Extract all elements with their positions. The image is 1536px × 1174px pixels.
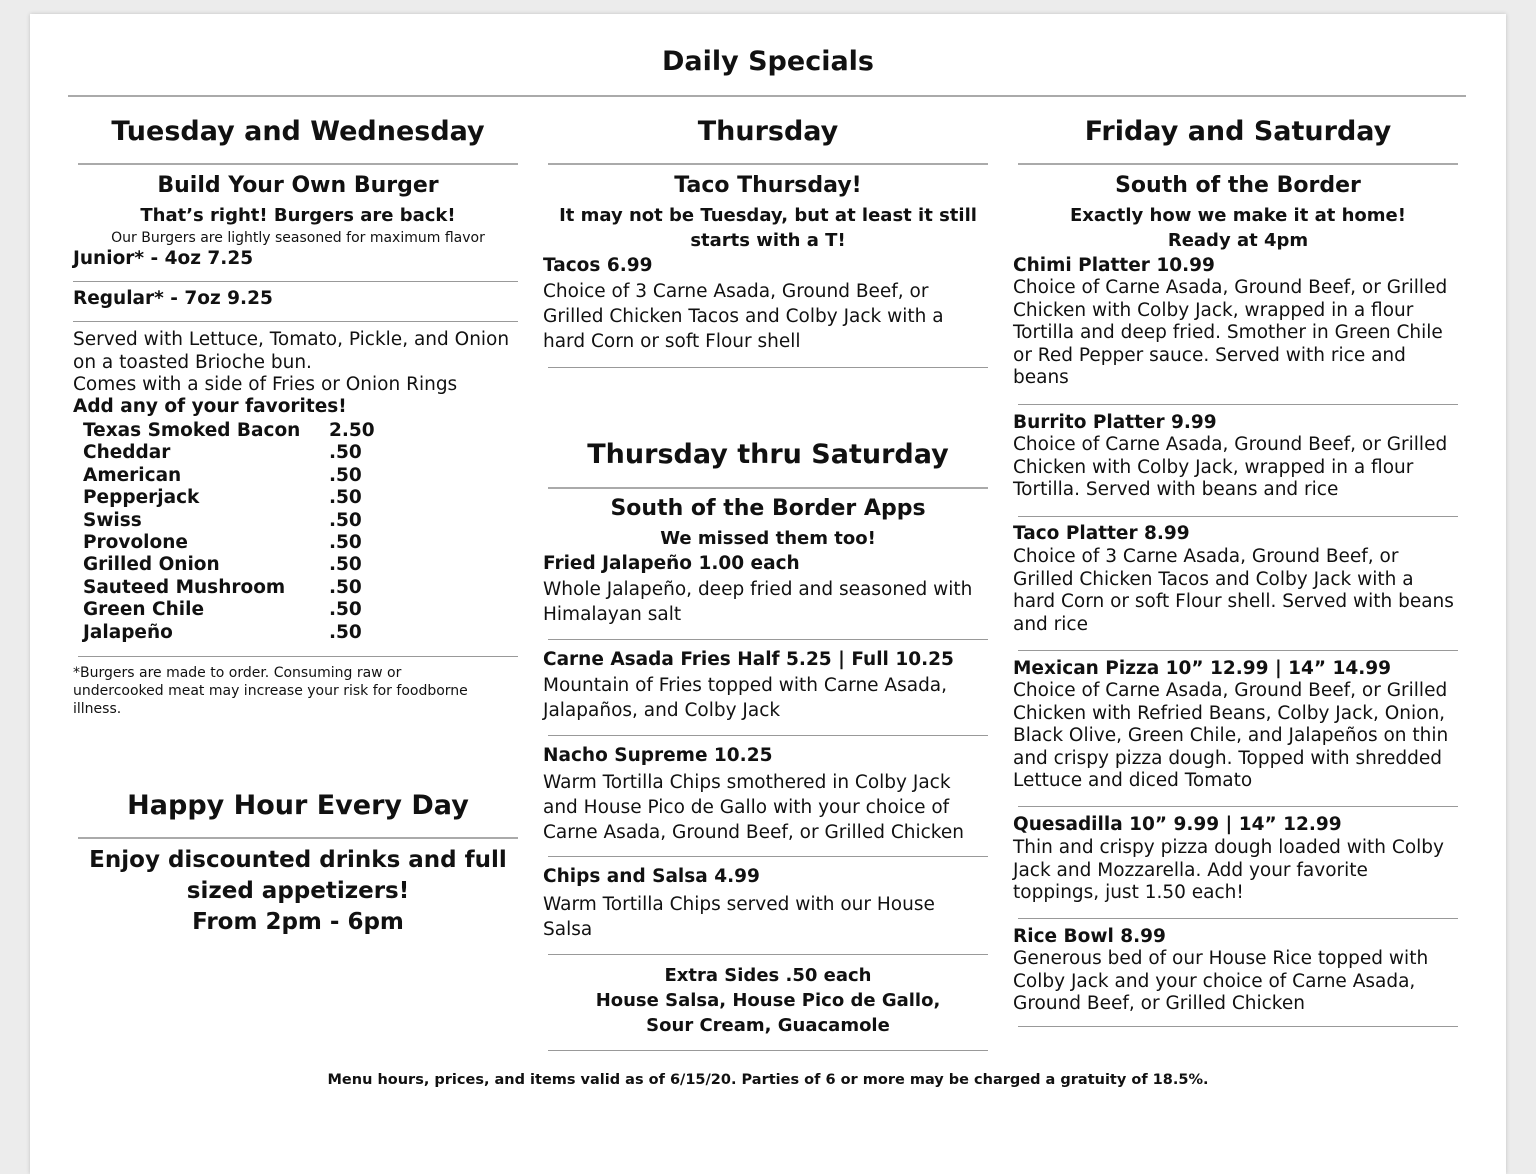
happy-hour-line: sized appetizers! (186, 878, 410, 904)
topping-name: Cheddar (83, 442, 171, 464)
desc-line: and House Pico de Gallo with your choice of (543, 797, 950, 818)
extra-sides-line: House Salsa, House Pico de Gallo, (595, 990, 941, 1011)
topping-name: American (83, 464, 182, 486)
topping-price: .50 (329, 509, 362, 531)
topping-name: Grilled Onion (83, 554, 220, 576)
desc-line: Tortilla and deep fried. Smother in Green Chile (1013, 322, 1443, 343)
tacos-desc (543, 279, 944, 354)
desc-line: hard Corn or soft Flour shell. Served with beans (1013, 591, 1454, 612)
divider (1018, 163, 1458, 165)
divider (548, 487, 988, 489)
topping-price: .50 (329, 464, 362, 486)
platter-item-desc (1013, 680, 1448, 793)
topping-row (83, 510, 483, 532)
desc-line: Jack and Mozzarella. Add your favorite (1013, 859, 1368, 881)
apps-tagline: We missed them too! (660, 528, 876, 549)
column-heading-thu-sat: Thursday thru Saturday (587, 439, 949, 470)
desc-line: Generous bed of our House Rice topped with (1013, 948, 1429, 969)
apps-title: South of the Border Apps (610, 496, 926, 521)
desc-line: Jalapaños, and Colby Jack (543, 700, 781, 721)
platter-item-name: Chimi Platter 10.99 (1013, 255, 1215, 276)
platter-item-name: Quesadilla 10” 9.99 | 14” 12.99 (1013, 814, 1342, 835)
burger-note: Our Burgers are lightly seasoned for maximum flavor (111, 230, 485, 246)
taco-tagline (543, 203, 993, 253)
topping-row (83, 577, 483, 599)
desc-line: Salsa (543, 919, 593, 940)
platter-item-desc (1013, 948, 1428, 1016)
menu-page (30, 14, 1506, 1174)
divider (1018, 516, 1458, 517)
disclaimer-line: illness. (73, 701, 122, 717)
topping-price: .50 (329, 621, 362, 643)
desc-line: Chicken with Colby Jack, wrapped in a flour (1013, 299, 1414, 321)
column-heading-tue-wed: Tuesday and Wednesday (111, 116, 485, 147)
footer-note: Menu hours, prices, and items valid as of 6/15/20. Parties of 6 or more may be charged a gratuity of 18.5%. (327, 1072, 1209, 1088)
desc-line: toppings, just 1.50 each! (1013, 882, 1244, 903)
border-tagline-line: Ready at 4pm (1167, 230, 1309, 251)
topping-price: 2.50 (329, 420, 375, 441)
desc-line: Choice of Carne Asada, Ground Beef, or Grilled (1013, 277, 1448, 298)
desc-line: Chicken with Refried Beans, Colby Jack, Onion, (1013, 702, 1446, 724)
topping-row (83, 599, 483, 621)
burger-disclaimer (73, 664, 468, 718)
divider (548, 1050, 988, 1051)
desc-line: Colby Jack and your choice of Carne Asada, (1013, 970, 1416, 992)
topping-name: Green Chile (83, 599, 204, 621)
topping-price: .50 (329, 554, 362, 576)
platter-item-desc (1013, 837, 1444, 905)
desc-line: Choice of 3 Carne Asada, Ground Beef, or (543, 281, 929, 302)
border-tagline-line: Exactly how we make it at home! (1070, 205, 1406, 226)
burger-served-line: on a toasted Brioche bun. (73, 351, 312, 373)
divider (1018, 1026, 1458, 1027)
column-heading-fri-sat: Friday and Saturday (1084, 116, 1392, 147)
burger-served-text (73, 329, 509, 397)
desc-line: Grilled Chicken Tacos and Colby Jack with a (1013, 568, 1414, 590)
divider (73, 321, 518, 322)
app-item-desc (543, 673, 947, 723)
divider (548, 639, 988, 640)
burger-tagline: That’s right! Burgers are back! (140, 205, 456, 226)
divider (1018, 918, 1458, 919)
platter-item-name: Rice Bowl 8.99 (1013, 926, 1166, 947)
topping-name: Sauteed Mushroom (83, 576, 286, 598)
desc-line: Mountain of Fries topped with Carne Asada, (543, 675, 948, 696)
divider (1018, 404, 1458, 405)
divider (548, 367, 988, 368)
divider (548, 163, 988, 165)
divider (68, 95, 1466, 97)
burger-title: Build Your Own Burger (157, 173, 439, 198)
taco-tagline-line: It may not be Tuesday, but at least it still (559, 205, 977, 226)
desc-line: hard Corn or soft Flour shell (543, 331, 801, 352)
desc-line: Warm Tortilla Chips smothered in Colby Jack (543, 772, 951, 793)
desc-line: Warm Tortilla Chips served with our House (543, 894, 935, 915)
divider (1018, 806, 1458, 807)
divider (78, 837, 518, 839)
divider (548, 856, 988, 857)
column-heading-thursday: Thursday (697, 116, 839, 147)
desc-line: or Red Pepper sauce. Served with rice and (1013, 344, 1406, 366)
desc-line: and rice (1013, 613, 1088, 635)
divider (73, 281, 518, 282)
desc-line: Choice of 3 Carne Asada, Ground Beef, or (1013, 546, 1399, 567)
app-item-name: Fried Jalapeño 1.00 each (543, 553, 800, 574)
topping-price: .50 (329, 599, 362, 621)
happy-hour-line: From 2pm - 6pm (192, 909, 404, 935)
topping-price: .50 (329, 576, 362, 598)
platter-item-desc (1013, 277, 1447, 390)
desc-line: and crispy pizza dough. Topped with shredded (1013, 747, 1443, 769)
topping-name: Texas Smoked Bacon (83, 420, 301, 441)
toppings-title: Add any of your favorites! (73, 396, 347, 417)
topping-name: Swiss (83, 509, 142, 531)
divider (548, 954, 988, 955)
app-item-name: Nacho Supreme 10.25 (543, 745, 773, 766)
desc-line: Choice of Carne Asada, Ground Beef, or Grilled (1013, 680, 1448, 701)
divider (78, 163, 518, 165)
happy-hour-line: Enjoy discounted drinks and full (89, 847, 507, 873)
platter-item-name: Burrito Platter 9.99 (1013, 412, 1217, 433)
disclaimer-line: undercooked meat may increase your risk for foodborne (73, 683, 468, 699)
desc-line: Chicken with Colby Jack, wrapped in a flour (1013, 456, 1414, 478)
topping-row (83, 487, 483, 509)
extra-sides-title: Extra Sides .50 each (664, 965, 872, 986)
border-title: South of the Border (1115, 173, 1361, 198)
topping-row (83, 420, 483, 442)
desc-line: Lettuce and diced Tomato (1013, 770, 1253, 791)
app-item-desc (543, 892, 935, 942)
divider (1018, 650, 1458, 651)
desc-line: Thin and crispy pizza dough loaded with Colby (1013, 837, 1444, 858)
divider (78, 656, 518, 657)
burger-served-line: Comes with a side of Fries or Onion Rings (73, 374, 458, 395)
topping-name: Provolone (83, 532, 188, 554)
happy-hour-text (78, 845, 518, 938)
topping-row (83, 532, 483, 554)
desc-line: Black Olive, Green Chile, and Jalapeños on thin (1013, 725, 1449, 746)
desc-line: Himalayan salt (543, 604, 682, 625)
desc-line: Tortilla. Served with beans and rice (1013, 479, 1339, 500)
topping-row (83, 554, 483, 576)
platter-item-desc (1013, 434, 1447, 502)
extra-sides (548, 963, 988, 1038)
border-tagline (1018, 203, 1458, 253)
platter-item-desc (1013, 546, 1454, 636)
platter-item-name: Mexican Pizza 10” 12.99 | 14” 14.99 (1013, 658, 1392, 679)
desc-line: Ground Beef, or Grilled Chicken (1013, 993, 1305, 1014)
desc-line: Grilled Chicken Tacos and Colby Jack with a (543, 306, 944, 327)
app-item-name: Chips and Salsa 4.99 (543, 866, 760, 887)
happy-hour-heading: Happy Hour Every Day (127, 790, 469, 821)
topping-name: Jalapeño (83, 621, 173, 643)
burger-junior: Junior* - 4oz 7.25 (73, 248, 254, 269)
topping-price: .50 (329, 532, 362, 554)
app-item-desc (543, 770, 964, 845)
desc-line: beans (1013, 367, 1069, 388)
burger-regular: Regular* - 7oz 9.25 (73, 288, 273, 309)
topping-name: Pepperjack (83, 487, 200, 509)
disclaimer-line: *Burgers are made to order. Consuming raw or (73, 665, 402, 681)
topping-price: .50 (329, 442, 362, 464)
burger-served-line: Served with Lettuce, Tomato, Pickle, and Onion (73, 329, 510, 350)
topping-row (83, 465, 483, 487)
desc-line: Carne Asada, Ground Beef, or Grilled Chicken (543, 822, 964, 843)
tacos-item: Tacos 6.99 (543, 255, 653, 276)
divider (548, 735, 988, 736)
topping-row (83, 442, 483, 464)
toppings-list (83, 420, 483, 644)
platter-item-name: Taco Platter 8.99 (1013, 523, 1190, 544)
topping-price: .50 (329, 487, 362, 509)
desc-line: Choice of Carne Asada, Ground Beef, or Grilled (1013, 434, 1448, 455)
app-item-name: Carne Asada Fries Half 5.25 | Full 10.25 (543, 649, 954, 670)
app-item-desc (543, 577, 972, 627)
topping-row (83, 622, 483, 644)
extra-sides-line: Sour Cream, Guacamole (646, 1015, 890, 1036)
taco-tagline-line: starts with a T! (690, 230, 846, 251)
desc-line: Whole Jalapeño, deep fried and seasoned with (543, 579, 973, 600)
taco-title: Taco Thursday! (674, 173, 862, 198)
page-title: Daily Specials (661, 46, 875, 77)
